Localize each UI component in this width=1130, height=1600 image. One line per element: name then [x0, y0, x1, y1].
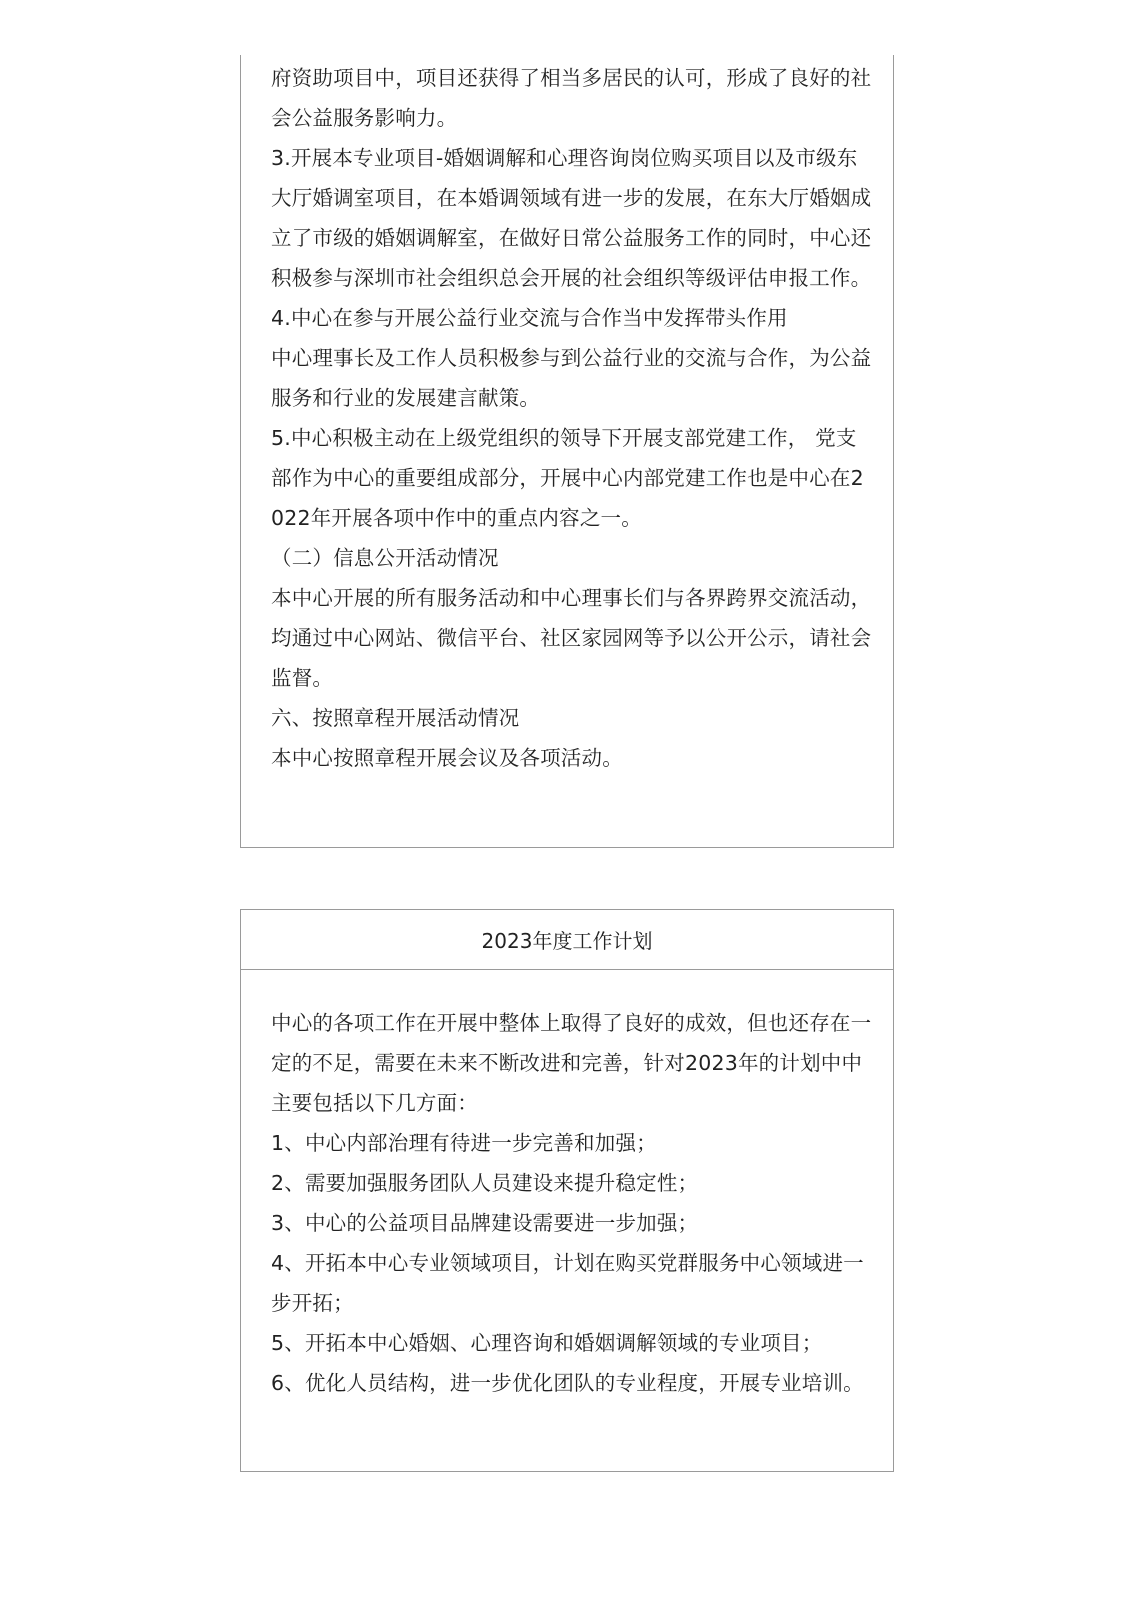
work-plan-box — [240, 909, 894, 1472]
section-heading-charter-activities: 六、按照章程开展活动情况 — [271, 706, 520, 730]
work-plan-item: 5、开拓本中心婚姻、心理咨询和婚姻调解领域的专业项目； — [271, 1331, 823, 1355]
work-plan-item: 1、中心内部治理有待进一步完善和加强； — [271, 1131, 657, 1155]
paragraph-item-4-body: 中心理事长及工作人员积极参与到公益行业的交流与合作，为公益服务和行业的发展建言献策。 — [271, 346, 872, 410]
paragraph-item-3: 3.开展本专业项目-婚姻调解和心理咨询岗位购买项目以及市级东大厅婚调室项目，在本婚调领域有进一步的发展，在东大厅婚姻成立了市级的婚姻调解室，在做好日常公益服务工作的同时，中心还积极参与深圳市社会组织总会开展的社会组织等级评估申报工作。 — [271, 146, 872, 290]
paragraph-charter-activities: 本中心按照章程开展会议及各项活动。 — [271, 746, 623, 770]
paragraph-item-5: 5.中心积极主动在上级党组织的领导下开展支部党建工作， 党支部作为中心的重要组成部分，开展中心内部党建工作也是中心在2022年开展各项中作中的重点内容之一。 — [271, 426, 864, 530]
work-plan-item: 6、优化人员结构，进一步优化团队的专业程度，开展专业培训。 — [271, 1371, 864, 1395]
work-plan-item: 4、开拓本中心专业领域项目，计划在购买党群服务中心领域进一步开拓； — [271, 1251, 864, 1315]
work-plan-title: 2023年度工作计划 — [241, 910, 893, 970]
paragraph-info-disclosure: 本中心开展的所有服务活动和中心理事长们与各界跨界交流活动，均通过中心网站、微信平台、社区家园网等予以公开公示，请社会监督。 — [271, 586, 872, 690]
paragraph-project-recognition: 府资助项目中，项目还获得了相当多居民的认可，形成了良好的社会公益服务影响力。 — [271, 66, 872, 130]
work-plan-item: 3、中心的公益项目品牌建设需要进一步加强； — [271, 1211, 699, 1235]
paragraph-item-4-heading: 4.中心在参与开展公益行业交流与合作当中发挥带头作用 — [271, 306, 788, 330]
work-plan-intro: 中心的各项工作在开展中整体上取得了良好的成效，但也还存在一定的不足，需要在未来不断改进和完善，针对2023年的计划中中主要包括以下几方面： — [271, 1011, 872, 1115]
work-plan-item: 2、需要加强服务团队人员建设来提升稳定性； — [271, 1171, 699, 1195]
annual-report-continuation-box — [240, 55, 894, 848]
section-heading-info-disclosure: （二）信息公开活动情况 — [271, 546, 499, 570]
report-body — [241, 55, 893, 778]
work-plan-body — [241, 970, 893, 1403]
